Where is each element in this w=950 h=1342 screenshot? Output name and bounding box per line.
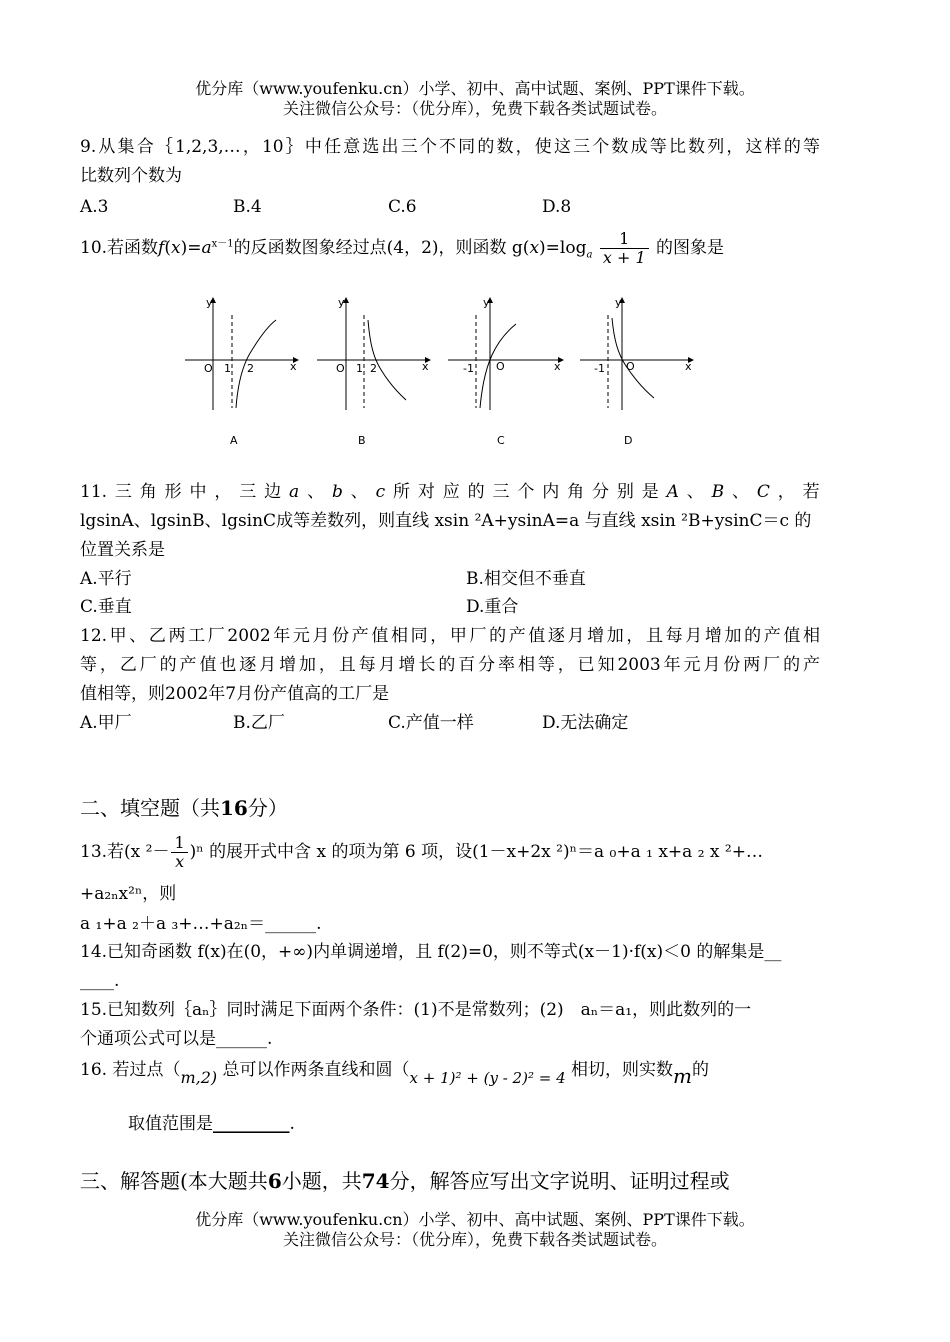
section-3-title: 三、解答题(本大题共6小题，共74分，解答应写出文字说明、证明过程或 bbox=[80, 1169, 730, 1193]
q11-line-1: 11. 三 角 形 中 ， 三 边 a 、 b 、 c 所 对 应 的 三 个 内 角 分 别 是 A 、 B 、 C ， 若 bbox=[80, 482, 820, 502]
q13-line-3: a ₁+a ₂＋a ₃+…+a₂ₙ＝______. bbox=[80, 914, 322, 934]
q13-fraction: $\frac{1}{x}$ bbox=[171, 834, 187, 871]
graph-c-caption: C bbox=[497, 434, 505, 447]
graph-a-x-label: x bbox=[290, 360, 297, 373]
graph-a-caption: A bbox=[230, 434, 238, 447]
q14-line-2: ____. bbox=[80, 971, 120, 991]
q9-option-c: C.6 bbox=[388, 197, 417, 217]
graph-c-y-label: y bbox=[483, 296, 490, 309]
q12-option-d: D.无法确定 bbox=[542, 713, 629, 733]
footer-line-2: 关注微信公众号：（优分库），免费下载各类试题试卷。 bbox=[282, 1230, 667, 1249]
q15-line-1: 15.已知数列｛aₙ｝同时满足下面两个条件：(1)不是常数列；(2) aₙ＝a₁，则此数列的一 bbox=[80, 1000, 752, 1020]
graph-b-tick-2: 2 bbox=[370, 362, 377, 375]
q13-line-2: +a₂ₙx²ⁿ，则 bbox=[80, 884, 177, 904]
q12-line-3: 值相等，则2002年7月份产值高的工厂是 bbox=[80, 684, 390, 704]
q9-option-a: A.3 bbox=[80, 197, 109, 217]
graph-c-x-label: x bbox=[554, 360, 561, 373]
graph-b-x-label: x bbox=[422, 360, 429, 373]
graph-b-tick-1: 1 bbox=[356, 362, 363, 375]
q10-graphs bbox=[180, 290, 700, 460]
q13-line-1: 13.若(x ²－ $\frac{1}{x}$ )ⁿ 的展开式中含 x 的项为第 6 项，设(1－x+2x ²)ⁿ＝a ₀+a ₁ x+a ₂ x ²+… bbox=[80, 833, 763, 871]
footer-line-1: 优分库（www.youfenku.cn）小学、初中、高中试题、案例、PPT课件下载。 bbox=[195, 1210, 755, 1229]
graph-a bbox=[185, 296, 298, 447]
graph-b-caption: B bbox=[358, 434, 366, 447]
graph-a-y-label: y bbox=[206, 296, 213, 309]
q9-line-1: 9.从集合｛1,2,3,…，10｝中任意选出三个不同的数，使这三个数成等比数列，这样的等 bbox=[80, 137, 820, 157]
q11-line-2: lgsinA、lgsinB、lgsinC成等差数列，则直线 xsin ²A+ysinA=a 与直线 xsin ²B+ysinC＝c 的 bbox=[80, 511, 812, 531]
graph-d-caption: D bbox=[624, 434, 633, 447]
graph-d-origin: O bbox=[626, 360, 635, 373]
graph-a-tick-2: 2 bbox=[247, 362, 254, 375]
q12-option-a: A.甲厂 bbox=[80, 713, 132, 733]
q10-stem: 10.若函数$f(x)=a^{x-1}$的反函数图象经过点(4，2)，则函数 $g(x)=\log_a$ $\frac{1}{x + 1}$ 的图象是 bbox=[80, 229, 725, 267]
q16-blank: _________ bbox=[213, 1114, 290, 1134]
q15-line-2: 个通项公式可以是______. bbox=[80, 1029, 273, 1049]
graph-d-y-label: y bbox=[615, 296, 622, 309]
q11-line-3: 位置关系是 bbox=[80, 540, 165, 560]
q14-line-1: 14.已知奇函数 f(x)在(0，+∞)内单调递增，且 f(2)=0，则不等式(x－1)·f(x)＜0 的解集是__ bbox=[80, 942, 782, 962]
q11-option-d: D.重合 bbox=[466, 597, 519, 617]
graph-a-origin: O bbox=[204, 362, 213, 375]
q12-option-b: B.乙厂 bbox=[233, 713, 285, 733]
header-line-2: 关注微信公众号：（优分库），免费下载各类试题试卷。 bbox=[282, 99, 667, 118]
q11-option-a: A.平行 bbox=[80, 569, 132, 589]
section-2-title: 二、填空题（共16分） bbox=[80, 796, 288, 820]
graph-b-y-label: y bbox=[338, 296, 345, 309]
q11-option-b: B.相交但不垂直 bbox=[466, 569, 586, 589]
graph-d-tick-neg1: -1 bbox=[594, 362, 605, 375]
q9-option-d: D.8 bbox=[542, 197, 572, 217]
q9-line-2: 比数列个数为 bbox=[80, 166, 182, 186]
graph-d-x-label: x bbox=[685, 360, 692, 373]
graph-c bbox=[448, 296, 563, 447]
graph-b bbox=[317, 296, 430, 447]
q16-line-2: 取值范围是_________. bbox=[128, 1114, 295, 1134]
graph-a-tick-1: 1 bbox=[224, 362, 231, 375]
graph-c-origin: O bbox=[496, 360, 505, 373]
q12-line-2: 等，乙厂的产值也逐月增加，且每月增长的百分率相等，已知2003年元月份两厂的产 bbox=[80, 655, 820, 675]
q16-line-1: 16. 若过点（m,2) 总可以作两条直线和圆（x + 1)² + (y - 2)² = 4 相切，则实数m的 bbox=[80, 1060, 709, 1088]
header-line-1: 优分库（www.youfenku.cn）小学、初中、高中试题、案例、PPT课件下载。 bbox=[195, 79, 755, 98]
graph-b-origin: O bbox=[336, 362, 345, 375]
graph-d bbox=[580, 296, 693, 447]
q10-fraction: $\frac{1}{x + 1}$ bbox=[600, 230, 649, 267]
q12-line-1: 12.甲、乙两工厂2002年元月份产值相同，甲厂的产值逐月增加，且每月增加的产值相 bbox=[80, 626, 820, 646]
q9-option-b: B.4 bbox=[233, 197, 262, 217]
q12-option-c: C.产值一样 bbox=[388, 713, 474, 733]
q11-option-c: C.垂直 bbox=[80, 597, 132, 617]
graph-c-tick-neg1: -1 bbox=[463, 362, 474, 375]
